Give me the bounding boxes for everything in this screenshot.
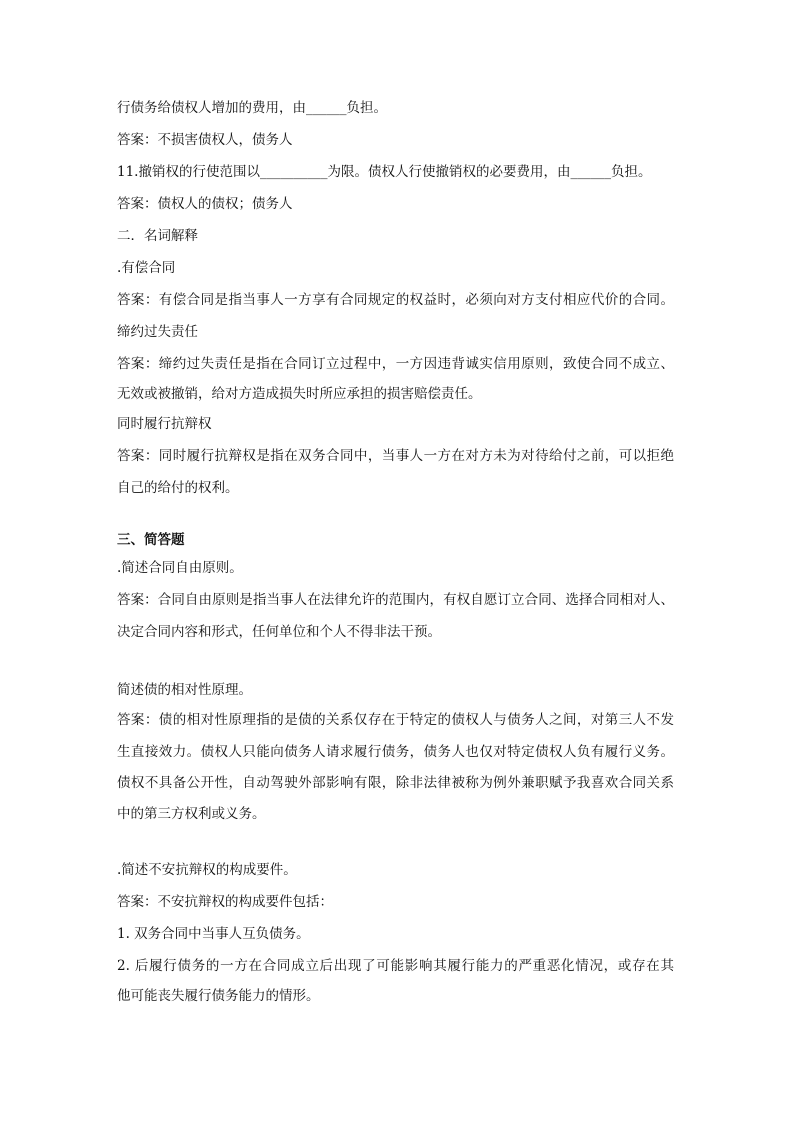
section-heading: 三、简答题 <box>117 532 185 548</box>
list-item: 1. 双务合同中当事人互负债务。 <box>117 926 310 942</box>
text-line: 行债务给债权人增加的费用，由______负担。 <box>117 100 387 116</box>
answer-line: 答案：不安抗辩权的构成要件包括： <box>117 894 333 910</box>
answer-line: 答案：有偿合同是指当事人一方享有合同规定的权益时，必须向对方支付相应代价的合同。 <box>117 292 674 308</box>
question-line: 简述债的相对性原理。 <box>117 682 252 698</box>
question-line: .简述合同自由原则。 <box>117 560 243 576</box>
answer-line: 答案：债的相对性原理指的是债的关系仅存在于特定的债权人与债务人之间，对第三人不发 <box>117 712 674 728</box>
list-item: 2. 后履行债务的一方在合同成立后出现了可能影响其履行能力的严重恶化情况，或存在其 <box>117 958 674 974</box>
section-heading: 二．名词解释 <box>117 228 198 244</box>
list-item: 他可能丧失履行债务能力的情形。 <box>117 988 320 1004</box>
term-heading: .有偿合同 <box>117 260 176 276</box>
answer-line: 答案：缔约过失责任是指在合同订立过程中，一方因违背诚实信用原则，致使合同不成立、 <box>117 356 674 372</box>
term-heading: 缔约过失责任 <box>117 324 198 340</box>
answer-line: 无效或被撤销，给对方造成损失时所应承担的损害赔偿责任。 <box>117 386 482 402</box>
answer-line: 生直接效力。债权人只能向债务人请求履行债务，债务人也仅对特定债权人负有履行义务。 <box>117 744 674 760</box>
answer-line: 自己的给付的权利。 <box>117 480 239 496</box>
answer-line: 答案：不损害债权人，债务人 <box>117 132 293 148</box>
term-heading: 同时履行抗辩权 <box>117 416 212 432</box>
answer-line: 中的第三方权利或义务。 <box>117 806 266 822</box>
question-line: 11.撤销权的行使范围以__________为限。债权人行使撤销权的必要费用，由______负担。 <box>117 164 652 180</box>
answer-line: 答案：债权人的债权；债务人 <box>117 196 293 212</box>
answer-line: 答案：合同自由原则是指当事人在法律允许的范围内，有权自愿订立合同、选择合同相对人、 <box>117 592 674 608</box>
answer-line: 答案：同时履行抗辩权是指在双务合同中，当事人一方在对方未为对待给付之前，可以拒绝 <box>117 448 674 464</box>
answer-line: 决定合同内容和形式，任何单位和个人不得非法干预。 <box>117 624 441 640</box>
answer-line: 债权不具备公开性，自动驾驶外部影响有限，除非法律被称为例外兼职赋予我喜欢合同关系 <box>117 775 674 791</box>
question-line: .简述不安抗辩权的构成要件。 <box>117 862 297 878</box>
